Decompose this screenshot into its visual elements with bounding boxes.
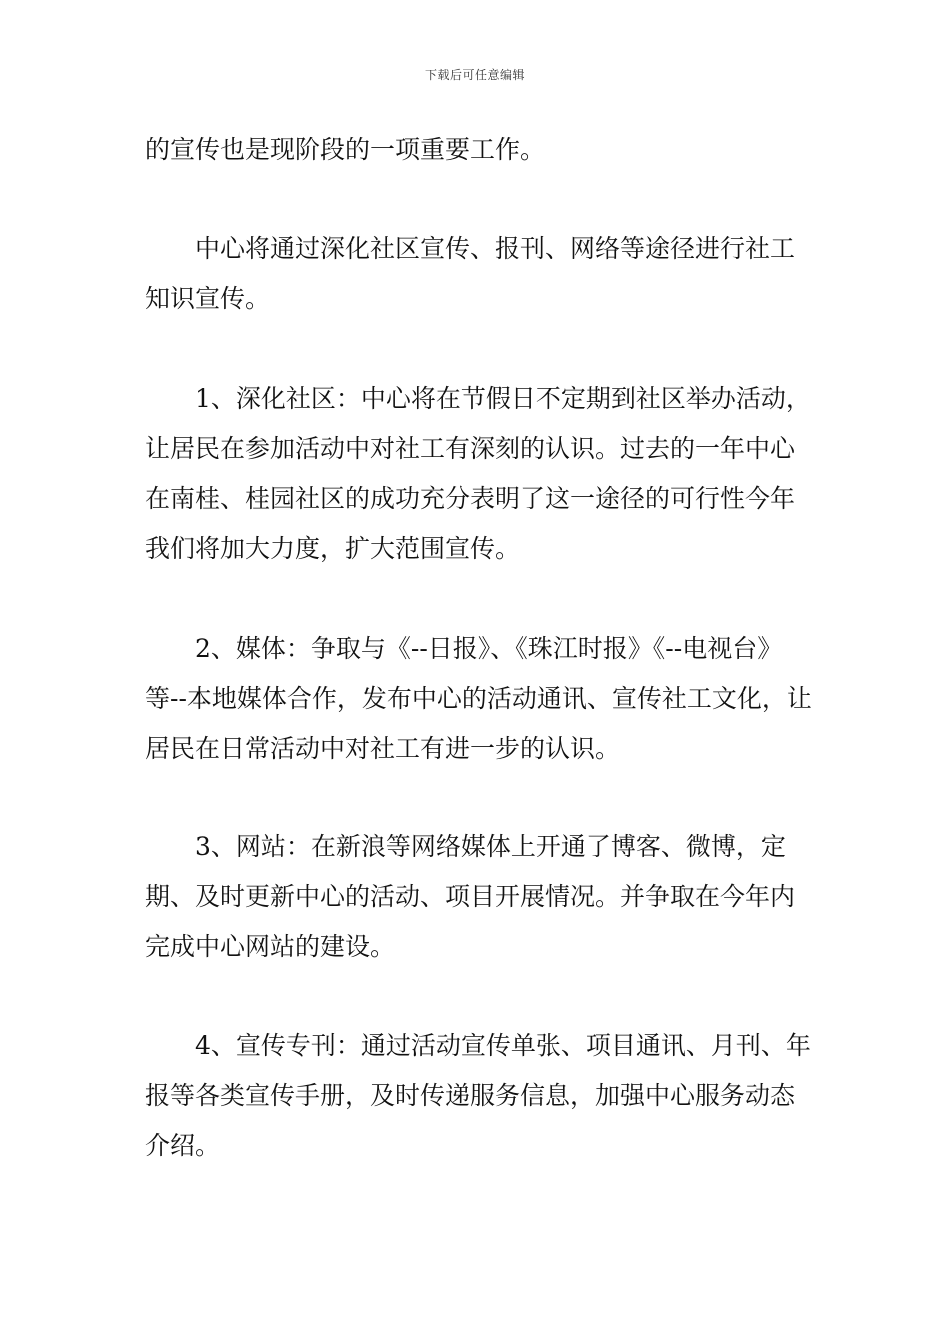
paragraph-item-2: 2、媒体：争取与《--日报》、《珠江时报》《--电视台》等--本地媒体合作，发布中心的活动通讯、宣传社工文化，让居民在日常活动中对社工有进一步的认识。 xyxy=(145,634,812,763)
paragraph-continuation: 的宣传也是现阶段的一项重要工作。 xyxy=(145,135,546,164)
paragraph-item-4: 4、宣传专刊：通过活动宣传单张、项目通讯、月刊、年报等各类宣传手册，及时传递服务信息，加强中心服务动态介绍。 xyxy=(145,1031,811,1160)
paragraph-item-1: 1、深化社区：中心将在节假日不定期到社区举办活动，让居民在参加活动中对社工有深刻的认识。过去的一年中心在南桂、桂园社区的成功充分表明了这一途径的可行性今年我们将加大力度，扩大范围宣传。 xyxy=(145,384,811,563)
page-header: 下载后可任意编辑 xyxy=(424,68,525,82)
paragraph-item-3: 3、网站：在新浪等网络媒体上开通了博客、微博，定期、及时更新中心的活动、项目开展情况。并争取在今年内完成中心网站的建设。 xyxy=(145,832,796,961)
paragraph-intro: 中心将通过深化社区宣传、报刊、网络等途径进行社工知识宣传。 xyxy=(145,234,796,313)
